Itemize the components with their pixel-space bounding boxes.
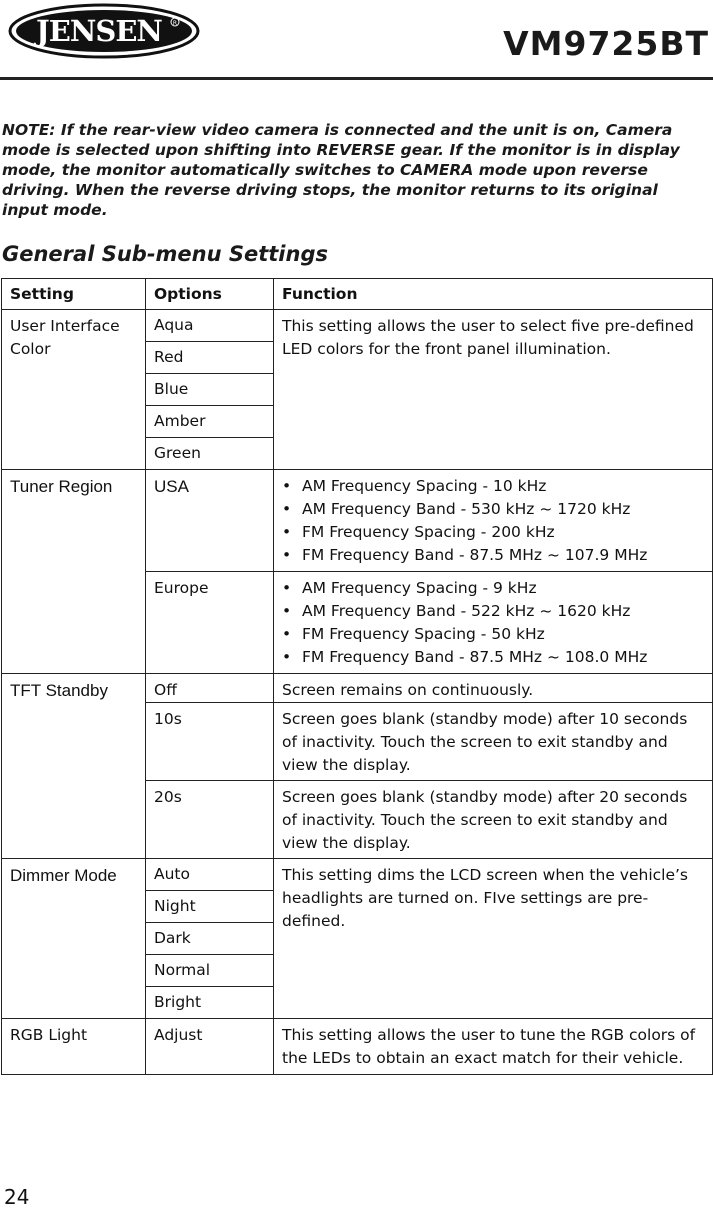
function-user-interface-color: This setting allows the user to select ﬁve pre-deﬁned LED colors for the front panel illumination. xyxy=(274,310,713,470)
svg-text:JENSEN: JENSEN xyxy=(36,14,162,48)
page-number: 24 xyxy=(4,1185,30,1209)
setting-tuner-region: Tuner Region xyxy=(2,470,146,674)
function-europe xyxy=(274,572,713,674)
header-rule xyxy=(0,77,713,80)
list-item: • FM Frequency Band - 87.5 MHz ~ 107.9 MHz xyxy=(282,544,704,567)
list-item: • FM Frequency Band - 87.5 MHz ~ 108.0 MHz xyxy=(282,646,704,669)
option-dark: Dark xyxy=(146,923,274,955)
function-dimmer-mode: This setting dims the LCD screen when the vehicle’s headlights are turned on. FIve settings are pre-deﬁned. xyxy=(274,859,713,1019)
table-header-row xyxy=(2,279,713,310)
option-blue: Blue xyxy=(146,374,274,406)
option-green: Green xyxy=(146,438,274,470)
header-function: Function xyxy=(274,279,713,310)
setting-dimmer-mode: Dimmer Mode xyxy=(2,859,146,1019)
header-setting: Setting xyxy=(2,279,146,310)
option-auto: Auto xyxy=(146,859,274,891)
list-item: • FM Frequency Spacing - 50 kHz xyxy=(282,623,704,646)
list-item: • AM Frequency Spacing - 10 kHz xyxy=(282,475,704,498)
table-row xyxy=(2,859,713,891)
settings-table xyxy=(1,278,713,1075)
function-off: Screen remains on continuously. xyxy=(274,674,713,703)
table-row xyxy=(2,1019,713,1075)
table-row xyxy=(2,310,713,342)
section-title: General Sub-menu Settings xyxy=(2,242,328,266)
table-row xyxy=(2,470,713,572)
model-number: VM9725BT xyxy=(503,24,709,63)
option-normal: Normal xyxy=(146,955,274,987)
setting-rgb-light: RGB Light xyxy=(2,1019,146,1075)
camera-note: NOTE: If the rear-view video camera is connected and the unit is on, Camera mode is selected upon shifting into REVERSE gear. If the monitor is in display mode, the monitor automatically switches to CAMERA mode upon reverse driving. When the reverse driving stops, the monitor returns to its original input mode. xyxy=(2,121,680,219)
list-item: • AM Frequency Spacing - 9 kHz xyxy=(282,577,704,600)
setting-user-interface-color: User Interface Color xyxy=(2,310,146,470)
option-adjust: Adjust xyxy=(146,1019,274,1075)
table-row xyxy=(2,674,713,703)
option-red: Red xyxy=(146,342,274,374)
list-item: • FM Frequency Spacing - 200 kHz xyxy=(282,521,704,544)
option-bright: Bright xyxy=(146,987,274,1019)
function-10s: Screen goes blank (standby mode) after 10 seconds of inactivity. Touch the screen to exit standby and view the display. xyxy=(274,703,713,781)
option-off: Oﬀ xyxy=(146,674,274,703)
function-20s: Screen goes blank (standby mode) after 20 seconds of inactivity. Touch the screen to exit standby and view the display. xyxy=(274,781,713,859)
setting-tft-standby: TFT Standby xyxy=(2,674,146,859)
option-usa: USA xyxy=(146,470,274,572)
jensen-logo xyxy=(7,2,202,60)
function-usa xyxy=(274,470,713,572)
option-20s: 20s xyxy=(146,781,274,859)
function-rgb-light: This setting allows the user to tune the RGB colors of the LEDs to obtain an exact match for their vehicle. xyxy=(274,1019,713,1075)
header-options: Options xyxy=(146,279,274,310)
option-10s: 10s xyxy=(146,703,274,781)
list-item: • AM Frequency Band - 530 kHz ~ 1720 kHz xyxy=(282,498,704,521)
svg-text:R: R xyxy=(172,20,178,27)
option-night: Night xyxy=(146,891,274,923)
option-aqua: Aqua xyxy=(146,310,274,342)
option-amber: Amber xyxy=(146,406,274,438)
list-item: • AM Frequency Band - 522 kHz ~ 1620 kHz xyxy=(282,600,704,623)
option-europe: Europe xyxy=(146,572,274,674)
